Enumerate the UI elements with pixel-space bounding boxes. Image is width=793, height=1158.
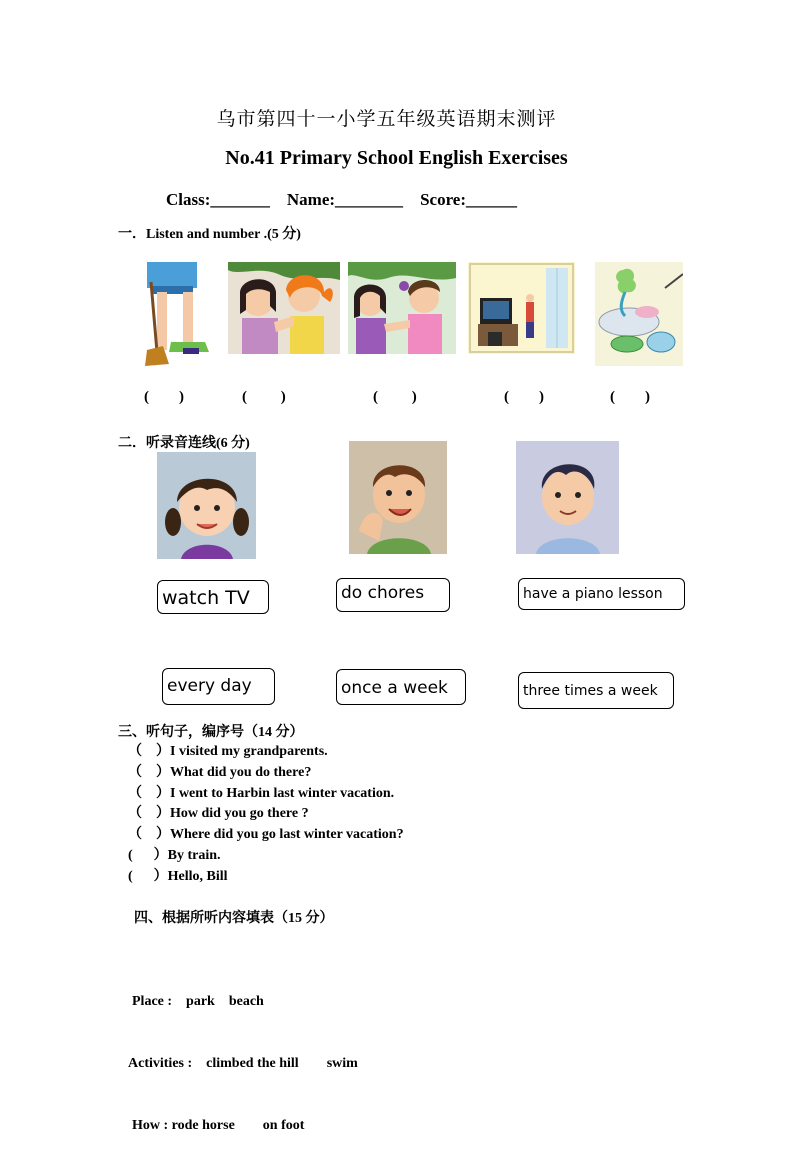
order-blank[interactable]: ( ） bbox=[128, 847, 168, 863]
sentence-text: What did you do there? bbox=[170, 764, 312, 780]
section4-heading: 四、根据所听内容填表（15 分） bbox=[134, 911, 334, 926]
boy-and-girl-picture bbox=[348, 262, 456, 354]
phrase-every-day[interactable]: every day bbox=[162, 668, 275, 705]
washing-dishes-picture bbox=[595, 262, 683, 366]
blank-1[interactable]: ( ) bbox=[144, 389, 184, 405]
list-item bbox=[128, 742, 404, 763]
sentence-text: I went to Harbin last winter vacation. bbox=[170, 785, 395, 801]
score-label: Score:______ bbox=[420, 190, 518, 209]
section1-heading: 一．Listen and number .(5 分) bbox=[118, 227, 301, 242]
list-item bbox=[128, 763, 404, 784]
blank-4[interactable]: ( ) bbox=[504, 389, 544, 405]
phrase-piano-lesson[interactable]: have a piano lesson bbox=[518, 578, 685, 610]
section3-heading: 三、听句子，编序号（14 分） bbox=[118, 725, 304, 740]
blank-3[interactable]: ( ) bbox=[373, 389, 417, 405]
how-line: How : rode horse on foot bbox=[132, 1118, 305, 1134]
order-blank[interactable]: （ ） bbox=[128, 827, 170, 843]
order-blank[interactable]: （ ） bbox=[128, 806, 170, 822]
list-item bbox=[128, 846, 404, 867]
blank-5[interactable]: ( ) bbox=[610, 389, 650, 405]
order-blank[interactable]: （ ） bbox=[128, 764, 170, 780]
list-item bbox=[128, 825, 404, 846]
title-english: No.41 Primary School English Exercises bbox=[225, 147, 568, 169]
name-label: Name:________ bbox=[286, 190, 404, 209]
order-blank[interactable]: （ ） bbox=[128, 744, 170, 759]
student-info-line bbox=[166, 190, 517, 210]
sentence-text: I visited my grandparents. bbox=[170, 744, 328, 759]
sweeping-floor-picture bbox=[143, 262, 217, 366]
sentence-text: By train. bbox=[167, 847, 221, 863]
sentence-text: Where did you go last winter vacation? bbox=[170, 827, 404, 843]
list-item bbox=[128, 867, 404, 888]
class-label: Class:_______ bbox=[166, 190, 270, 209]
order-blank[interactable]: ( ） bbox=[128, 868, 168, 884]
boy-face-hand bbox=[349, 441, 447, 554]
boy-face bbox=[516, 441, 619, 554]
place-line: Place : park beach bbox=[132, 993, 264, 1009]
activities-line: Activities : climbed the hill swim bbox=[128, 1055, 358, 1071]
phrase-watch-tv[interactable]: watch TV bbox=[157, 580, 269, 614]
phrase-do-chores[interactable]: do chores bbox=[336, 578, 450, 612]
girl-face bbox=[157, 452, 256, 559]
two-girls-picture bbox=[228, 262, 340, 354]
section2-heading: 二．听录音连线(6 分) bbox=[118, 436, 250, 451]
fill-table-info bbox=[128, 950, 358, 1158]
list-item bbox=[128, 784, 404, 805]
sentence-text: How did you go there ? bbox=[170, 806, 309, 822]
phrase-once-a-week[interactable]: once a week bbox=[336, 669, 466, 705]
phrase-three-times-a-week[interactable]: three times a week bbox=[518, 672, 674, 709]
sentence-text: Hello, Bill bbox=[167, 868, 228, 884]
list-item bbox=[128, 804, 404, 825]
order-blank[interactable]: （ ） bbox=[128, 785, 170, 801]
sentence-list bbox=[128, 742, 404, 888]
room-with-tv-picture bbox=[468, 262, 575, 354]
title-chinese: 乌市第四十一小学五年级英语期末测评 bbox=[216, 109, 557, 130]
blank-2[interactable]: ( ) bbox=[242, 389, 286, 405]
